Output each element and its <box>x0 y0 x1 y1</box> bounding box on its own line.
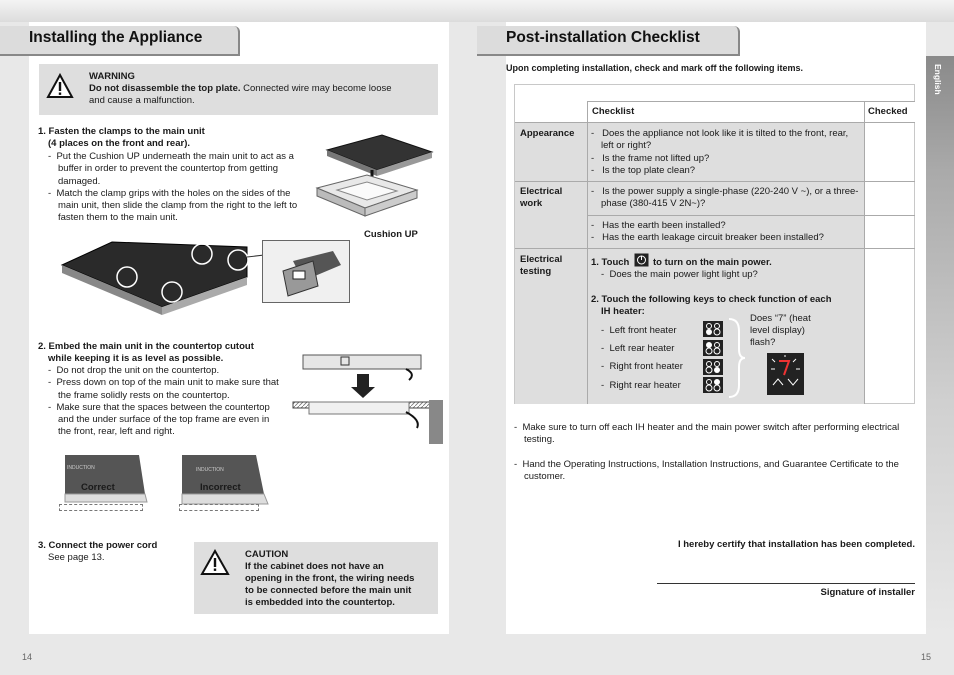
side-tab <box>926 56 954 634</box>
list-item: - Has the earth leakage circuit breaker been installed? <box>591 232 824 244</box>
step1-heading: 1. Fasten the clamps to the main unit <box>38 126 205 137</box>
right-page <box>506 22 926 634</box>
touch-step-a: 1. Touch <box>591 257 630 268</box>
step3-text: See page 13. <box>48 552 105 563</box>
intro-text: Upon completing installation, check and mark off the following items. <box>506 63 804 73</box>
caution-line: is embedded into the countertop. <box>245 597 395 608</box>
row-label-electrical: Electrical <box>520 186 563 197</box>
list-item: - Is the frame not lifted up? <box>591 152 710 164</box>
clamp-detail-image <box>262 240 350 303</box>
page-number-left: 14 <box>22 652 33 662</box>
flash-question-2: level display) <box>750 325 805 336</box>
cushion-label: Cushion UP <box>364 229 418 240</box>
flash-question-3: flash? <box>750 337 776 348</box>
warning-bold: Do not disassemble the top plate. <box>89 83 241 94</box>
electrical-items-2 <box>591 220 861 245</box>
heater-item: - Right rear heater <box>601 380 681 391</box>
touch-step-2b: IH heater: <box>601 306 645 317</box>
page-title-right: Post-installation Checklist <box>506 29 700 46</box>
caution-line: to be connected before the main unit <box>245 585 412 596</box>
power-key-icon <box>634 253 649 267</box>
warning-icon <box>46 73 74 99</box>
row-label-testing: Electrical <box>520 254 563 265</box>
col-header-checklist: Checklist <box>592 106 635 117</box>
signature-label: Signature of installer <box>820 587 915 598</box>
cushion-figure <box>307 130 437 222</box>
row-label-appearance: Appearance <box>520 128 575 139</box>
page-title-left: Installing the Appliance <box>29 29 203 46</box>
list-item: - Is the power supply a single-phase (220-240 V ~), or a three-phase (380-415 V 2N~)? <box>591 186 859 210</box>
brace-icon <box>725 317 747 399</box>
heat-level-display-icon <box>767 353 804 395</box>
step2-heading-2: while keeping it is as level as possible. <box>48 353 224 364</box>
flash-question: Does “7” (heat <box>750 313 811 324</box>
caution-line: If the cabinet does not have an <box>245 561 384 572</box>
caution-label: CAUTION <box>245 549 289 560</box>
heater-item: - Right front heater <box>601 361 683 372</box>
caution-line: opening in the front, the wiring needs <box>245 573 415 584</box>
touch-step-2: 2. Touch the following keys to check function of each <box>591 294 832 305</box>
row-label-electrical-2: work <box>520 198 543 209</box>
incorrect-underline <box>179 504 259 511</box>
notes-list-2 <box>514 459 914 484</box>
list-item: - Hand the Operating Instructions, Installation Instructions, and Guarantee Certificate to the customer. <box>514 459 899 483</box>
left-rear-key-icon <box>703 340 723 356</box>
appearance-items <box>591 128 861 177</box>
right-front-key-icon <box>703 359 723 375</box>
warning-box <box>39 64 438 115</box>
left-front-key-icon <box>703 321 723 337</box>
list-item: - Match the clamp grips with the holes on the sides of the main unit, then slide the clamp from the right to the left to fasten them to the main unit. <box>48 187 298 224</box>
certify-text: I hereby certify that installation has been completed. <box>677 539 915 550</box>
list-item: - Press down on top of the main unit to make sure that the frame solidly rests on the countertop. <box>48 377 279 401</box>
list-item: - Has the earth been installed? <box>591 220 726 231</box>
warning-text-2: and cause a malfunction. <box>89 95 195 106</box>
correct-figure <box>61 454 145 504</box>
question-power-light: - Does the main power light light up? <box>601 269 758 280</box>
list-item: - Do not drop the unit on the countertop. <box>48 365 220 376</box>
incorrect-label: Incorrect <box>200 482 241 493</box>
incorrect-figure <box>180 454 264 504</box>
signature-line <box>657 583 915 584</box>
top-strip <box>0 0 954 22</box>
caution-icon <box>200 549 230 576</box>
touch-step-b: to turn on the main power. <box>653 257 772 268</box>
embed-figure <box>291 350 443 445</box>
page-number-right: 15 <box>921 652 932 662</box>
correct-label: Correct <box>81 482 115 493</box>
heater-item: - Left front heater <box>601 325 677 336</box>
list-item: - Is the top plate clean? <box>591 164 696 176</box>
heater-item: - Left rear heater <box>601 343 675 354</box>
row-label-testing-2: testing <box>520 266 552 277</box>
list-item: - Make sure that the spaces between the countertop and the under surface of the top frame are even in the front, rear, left and right. <box>48 401 270 438</box>
brand-label-2: INDUCTION <box>196 467 224 473</box>
list-item: - Does the appliance not look like it is tilted to the front, rear, left or right? <box>591 128 849 152</box>
step1-bullets <box>48 151 298 225</box>
correct-underline <box>59 504 143 511</box>
notes-list <box>514 422 914 447</box>
col-header-checked: Checked <box>868 106 908 117</box>
warning-text: Connected wire may become loose <box>243 83 392 94</box>
left-page <box>29 22 449 634</box>
step1-heading-2: (4 places on the front and rear). <box>48 138 190 149</box>
right-header-bar <box>477 26 740 56</box>
step3-heading: 3. Connect the power cord <box>38 540 158 551</box>
list-item: - Put the Cushion UP underneath the main unit to act as a buffer in order to prevent the countertop from getting damaged. <box>48 151 294 187</box>
step2-bullets <box>48 365 280 439</box>
list-item: - Make sure to turn off each IH heater and the main power switch after performing electrical testing. <box>514 422 900 446</box>
electrical-items-1 <box>591 186 861 211</box>
left-header-bar <box>0 26 240 56</box>
brand-label: INDUCTION <box>67 465 95 471</box>
checklist-table <box>514 84 915 404</box>
side-tab-label: English <box>933 64 943 95</box>
warning-label: WARNING <box>89 71 135 82</box>
step2-heading: 2. Embed the main unit in the countertop cutout <box>38 341 254 352</box>
right-rear-key-icon <box>703 377 723 393</box>
caution-box <box>194 542 438 614</box>
